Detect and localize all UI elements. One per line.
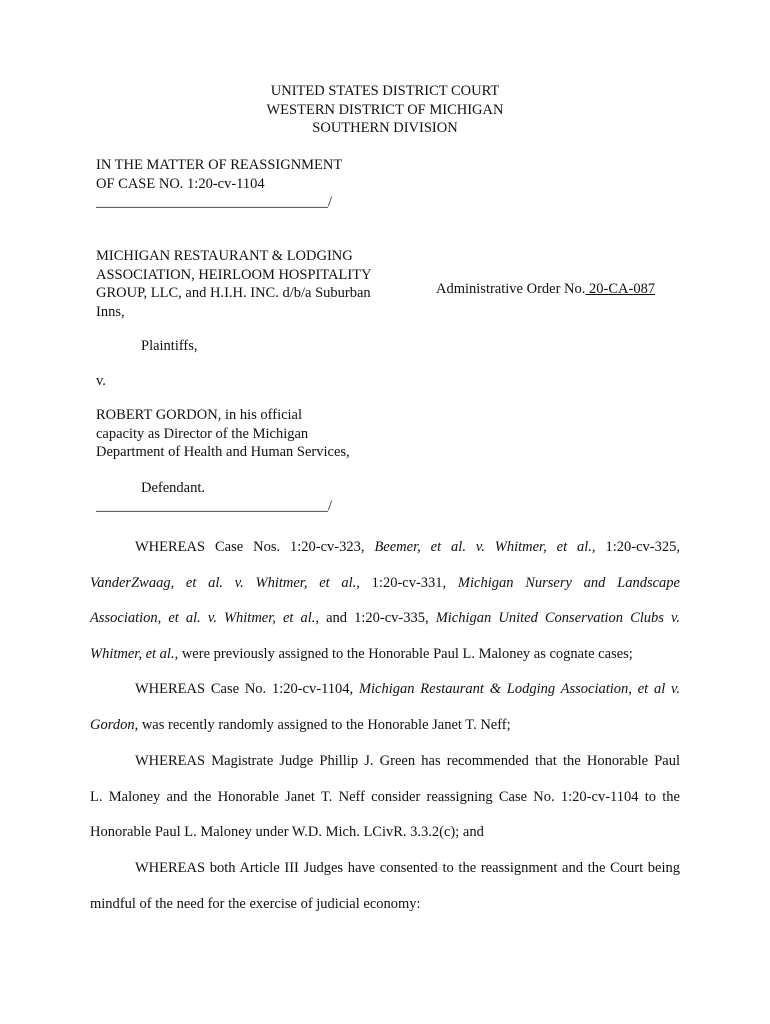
plaintiffs-line-3: GROUP, LLC, and H.I.H. INC. d/b/a Suburban — [96, 285, 371, 301]
defendant-rule: ________________________________/ — [96, 498, 333, 514]
plaintiffs-line-4: Inns, — [96, 303, 125, 320]
defendant-block — [96, 406, 350, 462]
plaintiffs-role: Plaintiffs, — [141, 338, 198, 354]
matter-caption — [96, 156, 342, 212]
matter-line-1: IN THE MATTER OF REASSIGNMENT — [96, 157, 343, 173]
court-division: SOUTHERN DIVISION — [312, 120, 458, 136]
plaintiffs-line-2: ASSOCIATION, HEIRLOOM HOSPITALITY — [96, 266, 372, 283]
paragraph-1-line-1: WHEREAS Case Nos. 1:20-cv-323, Beemer, et al. v. Whitmer, et al., 1:20-cv-325, — [135, 539, 680, 555]
paragraph-2 — [90, 680, 680, 734]
defendant-line-2: capacity as Director of the Michigan — [96, 425, 309, 442]
administrative-order-label: Administrative Order No. — [436, 281, 586, 297]
paragraph-2-line-1: WHEREAS Case No. 1:20-cv-1104, Michigan Restaurant & Lodging Association, et al v. — [135, 681, 680, 697]
paragraph-4-line-1: WHEREAS both Article III Judges have consented to the reassignment and the Court being — [135, 860, 680, 876]
paragraph-3-line-1: WHEREAS Magistrate Judge Phillip J. Green has recommended that the Honorable Paul — [135, 753, 680, 769]
paragraph-1-line-2: VanderZwaag, et al. v. Whitmer, et al., 1:20-cv-331, Michigan Nursery and Landscape — [90, 574, 680, 591]
paragraph-2-line-2: Gordon, was recently randomly assigned to the Honorable Janet T. Neff; — [90, 716, 511, 733]
paragraph-3-line-3: Honorable Paul L. Maloney under W.D. Mich. LCivR. 3.3.2(c); and — [90, 824, 484, 840]
paragraph-1-line-4: Whitmer, et al., were previously assigned to the Honorable Paul L. Maloney as cognate cases; — [90, 645, 633, 662]
court-name: UNITED STATES DISTRICT COURT — [270, 83, 500, 99]
paragraph-1 — [90, 538, 680, 663]
paragraph-4 — [90, 859, 680, 913]
defendant-line-3: Department of Health and Human Services, — [96, 444, 350, 460]
paragraph-3-line-2: L. Maloney and the Honorable Janet T. Neff consider reassigning Case No. 1:20-cv-1104 to the — [90, 788, 680, 805]
paragraph-1-line-3: Association, et al. v. Whitmer, et al., and 1:20-cv-335, Michigan United Conservation Clubs v. — [90, 610, 681, 626]
defendant-line-1: ROBERT GORDON, in his official — [96, 407, 303, 423]
paragraph-4-line-2: mindful of the need for the exercise of judicial economy: — [90, 895, 421, 912]
plaintiffs-block — [96, 247, 372, 321]
paragraph-3 — [90, 752, 680, 841]
plaintiffs-line-1: MICHIGAN RESTAURANT & LODGING — [96, 248, 353, 264]
administrative-order-number: 20-CA-087 — [585, 281, 656, 297]
court-header — [0, 82, 770, 138]
administrative-order — [436, 280, 655, 298]
matter-rule: ________________________________/ — [96, 194, 333, 210]
court-district: WESTERN DISTRICT OF MICHIGAN — [266, 101, 504, 118]
matter-line-2: OF CASE NO. 1:20-cv-1104 — [96, 175, 265, 192]
versus: v. — [96, 373, 106, 389]
defendant-role: Defendant. — [141, 480, 206, 496]
